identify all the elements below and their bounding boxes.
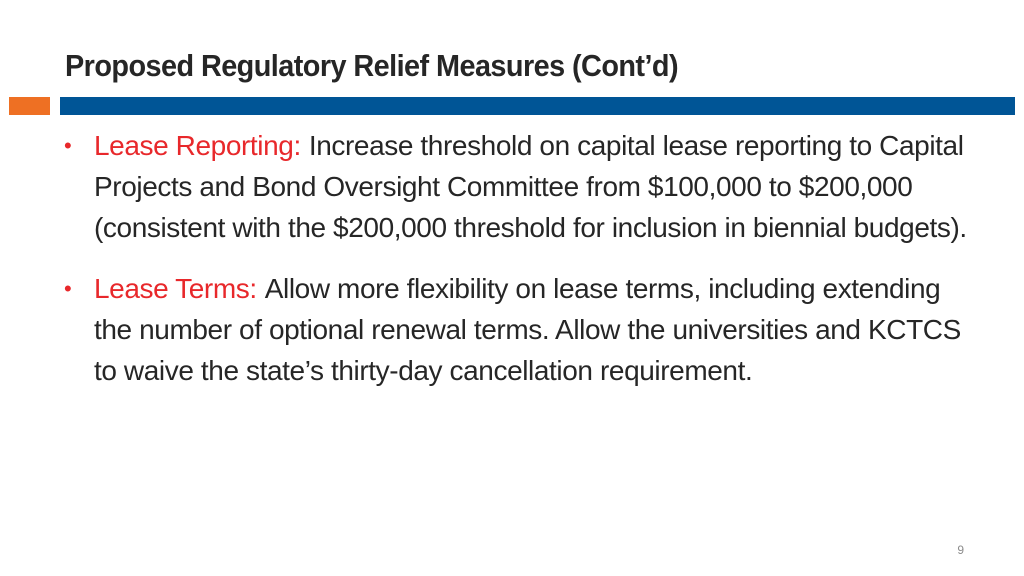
bullet-item-lease-reporting bbox=[62, 125, 982, 248]
slide-title: Proposed Regulatory Relief Measures (Cont’d) bbox=[65, 48, 679, 83]
bullet-point-icon: • bbox=[64, 276, 72, 301]
bullet-text: Allow more flexibility on lease terms, including extending the number of optional renewal terms. Allow the universities and KCTCS to waive the state’s thirty-day cancellation requirement. bbox=[94, 273, 961, 386]
title-accent-orange-bar bbox=[9, 97, 50, 115]
bullet-text: Increase threshold on capital lease reporting to Capital Projects and Bond Oversight Committee from $100,000 to $200,000 (consistent with the $200,000 threshold for inclusion in biennial budgets). bbox=[94, 130, 967, 243]
page-number: 9 bbox=[957, 543, 964, 557]
bullet-point-icon: • bbox=[64, 133, 72, 158]
bullet-item-lease-terms bbox=[62, 268, 982, 391]
bullet-label: Lease Reporting: bbox=[94, 130, 301, 161]
bullet-label: Lease Terms: bbox=[94, 273, 257, 304]
title-accent-blue-bar bbox=[60, 97, 1015, 115]
bullet-list bbox=[62, 125, 982, 411]
